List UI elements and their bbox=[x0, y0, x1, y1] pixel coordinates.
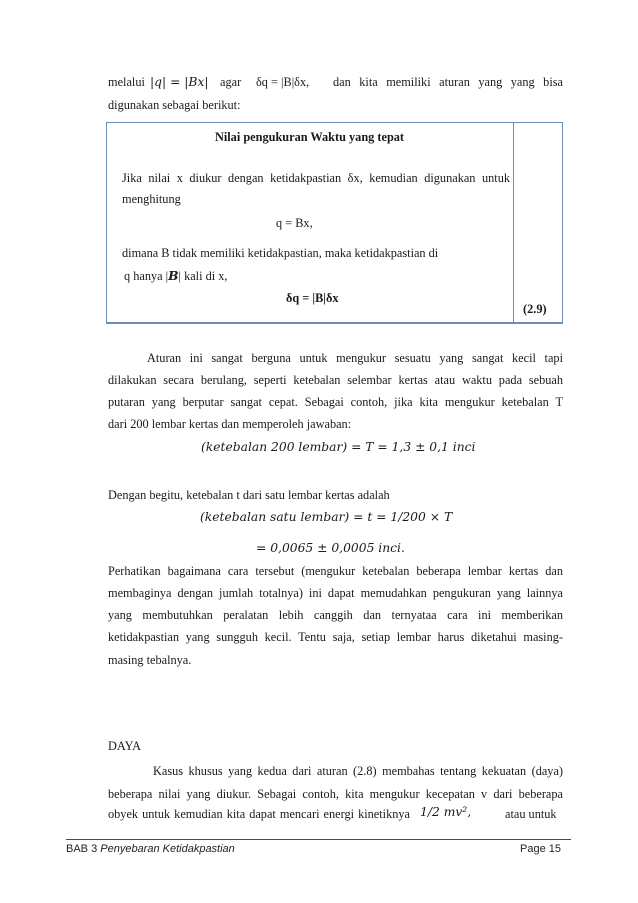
paragraph-line: yang membutuhkan peralatan lebih canggih dan ternyataa cara ini memberikan bbox=[108, 608, 563, 622]
paragraph-line: putaran yang berputar sangat cepat. Sebagai contoh, jika kita mengukur ketebalan T bbox=[108, 395, 563, 409]
intro-line-1 bbox=[108, 74, 563, 90]
footer-chapter bbox=[66, 843, 235, 855]
kinetic-energy-formula: 1/2 mv², bbox=[420, 805, 472, 819]
rule-box-text-line bbox=[124, 268, 227, 284]
equation-result: = 0,0065 ± 0,0005 inci. bbox=[256, 541, 405, 555]
intro-text: agar bbox=[220, 75, 242, 89]
equation-number: (2.9) bbox=[523, 302, 547, 316]
paragraph-line: masing tebalnya. bbox=[108, 653, 192, 667]
rule-box-text: dimana B tidak memiliki ketidakpastian, maka ketidakpastian di bbox=[122, 246, 439, 260]
rule-box-text: Jika nilai x diukur dengan ketidakpastian δx, kemudian digunakan untuk bbox=[122, 171, 510, 185]
footer-divider bbox=[66, 839, 571, 840]
equation-thickness-200: (ketebalan 200 lembar) = T = 1,3 ± 0,1 inci bbox=[201, 440, 476, 454]
paragraph-line: dilakukan secara berulang, seperti ketebalan selembar kertas atau waktu pada sebuah bbox=[108, 373, 563, 387]
rule-box-symbol: B bbox=[168, 268, 179, 283]
footer-chapter-title: Penyebaran Ketidakpastian bbox=[100, 843, 235, 855]
paragraph-text: obyek untuk kemudian kita dapat mencari energi kinetiknya bbox=[108, 807, 410, 821]
equation-thickness-one: (ketebalan satu lembar) = t = 1/200 × T bbox=[200, 510, 453, 524]
paragraph-line: Aturan ini sangat berguna untuk mengukur sesuatu yang sangat kecil tapi bbox=[147, 351, 563, 365]
section-heading: DAYA bbox=[108, 739, 142, 753]
paragraph-line: ketidakpastian yang sungguh kecil. Tentu saja, setiap lembar harus diketahui masing- bbox=[108, 630, 563, 644]
paragraph-line: Kasus khusus yang kedua dari aturan (2.8) membahas tentang kekuatan (daya) bbox=[153, 764, 563, 778]
paragraph-line: Dengan begitu, ketebalan t dari satu lembar kertas adalah bbox=[108, 488, 390, 502]
equation-inline: |q| = |Bx| bbox=[150, 75, 209, 89]
footer-page-number: Page 15 bbox=[520, 843, 561, 855]
intro-text: dan kita memiliki aturan yang yang bisa bbox=[333, 75, 563, 89]
rule-box-equation: q = Bx, bbox=[276, 216, 313, 230]
rule-box-text: | kali di x, bbox=[178, 269, 228, 283]
paragraph-line: membaginya dengan jumlah totalnya) ini dapat memudahkan pengukuran yang lainnya bbox=[108, 586, 563, 600]
intro-text: melalui bbox=[108, 75, 145, 89]
rule-box-equation: δq = |B|δx bbox=[286, 291, 339, 305]
paragraph-line: Perhatikan bagaimana cara tersebut (mengukur ketebalan beberapa lembar kertas dan bbox=[108, 564, 563, 578]
equation-inline: δq = |B|δx, bbox=[256, 75, 310, 89]
rule-box-text: q hanya | bbox=[124, 269, 169, 283]
paragraph-text: atau untuk bbox=[505, 807, 557, 821]
intro-line-2: digunakan sebagai berikut: bbox=[108, 98, 241, 112]
paragraph-line: beberapa nilai yang diukur. Sebagai contoh, kita mengukur kecepatan v dari beberapa bbox=[108, 787, 563, 801]
footer-chapter-number: BAB 3 bbox=[66, 843, 98, 855]
rule-box-title: Nilai pengukuran Waktu yang tepat bbox=[214, 130, 405, 144]
paragraph-line: dari 200 lembar kertas dan memperoleh jawaban: bbox=[108, 417, 352, 431]
rule-box-divider bbox=[513, 122, 514, 324]
rule-box-text: menghitung bbox=[122, 192, 181, 206]
